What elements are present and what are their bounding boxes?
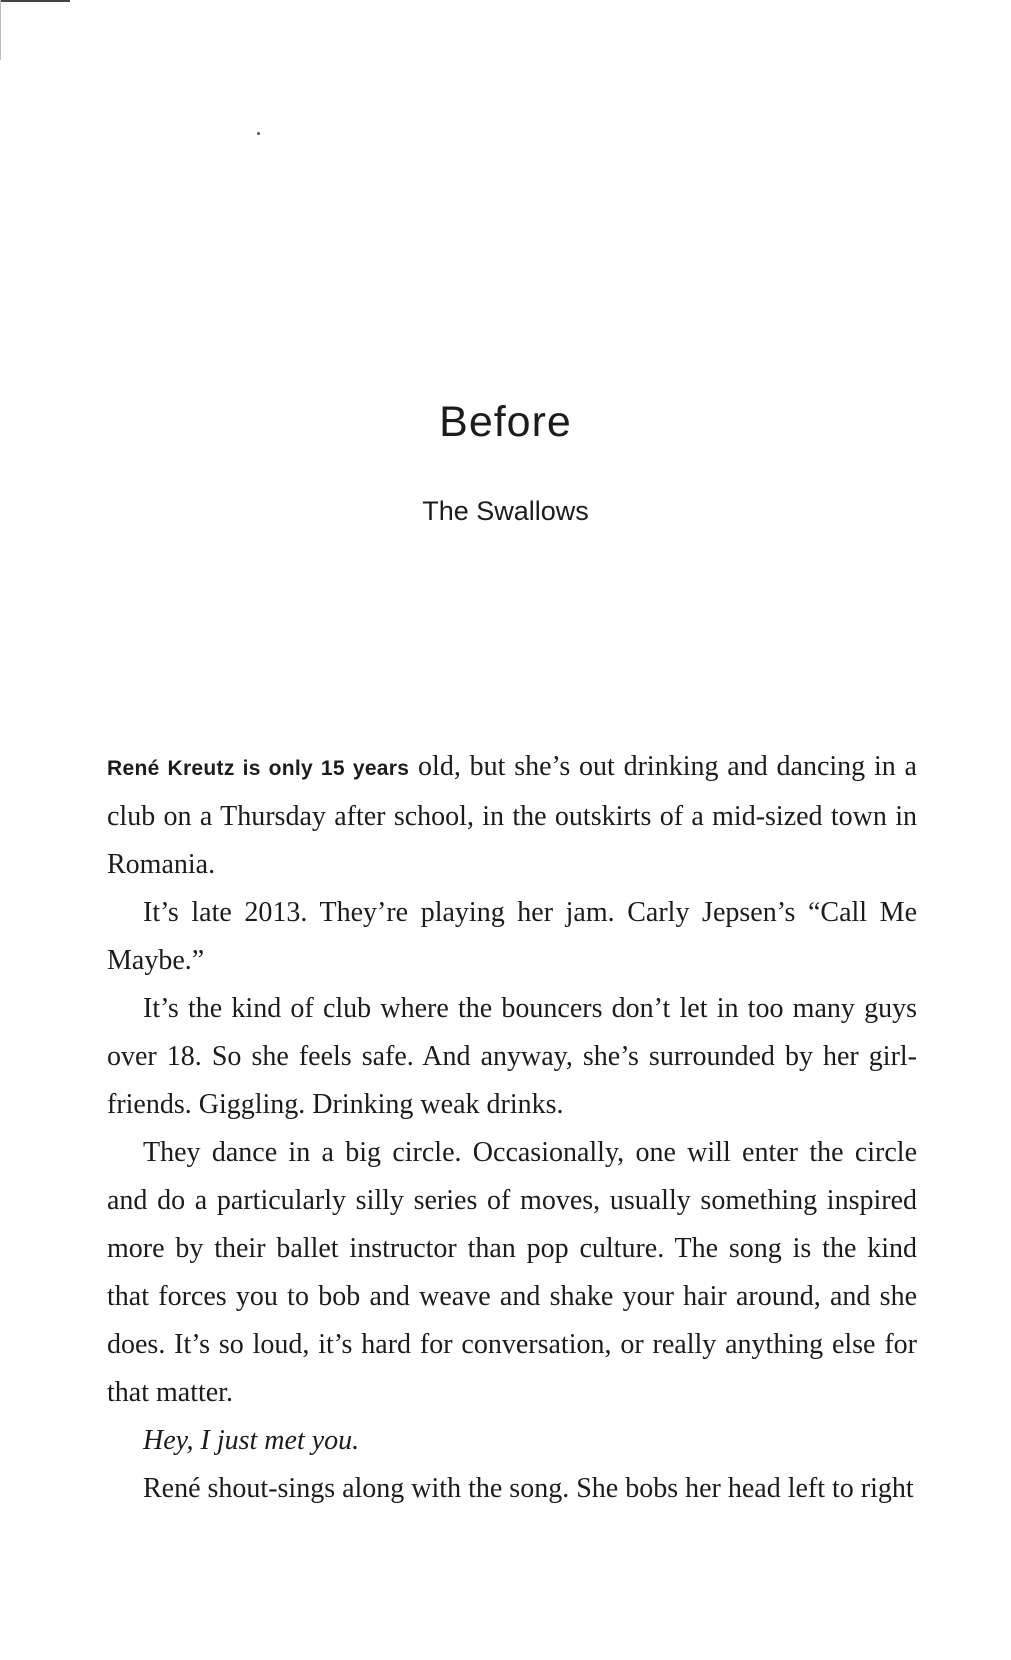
song-lyric: Hey, I just met you.	[143, 1425, 360, 1456]
paragraph-4: They dance in a big circle. Occasionally, one will enter the circle and do a particularly silly series of moves, usually something inspired more by their ballet instructor than pop culture. The song is the kind that forces you to bob and weave and shake your hair around, and she does. It’s so loud, it’s hard for conversation, or really anything else for that matter.	[107, 1137, 917, 1408]
page-edge-left	[0, 0, 1, 60]
paragraph-3: It’s the kind of club where the bouncers don’t let in too many guys over 18. So she feels safe. And anyway, she’s surrounded by her girlfriends. Giggling. Drinking weak drinks.	[107, 993, 917, 1120]
paragraph-2: It’s late 2013. They’re playing her jam. Carly Jepsen’s “Call Me Maybe.”	[107, 897, 917, 976]
chapter-subtitle: The Swallows	[422, 496, 589, 526]
paragraph-1	[107, 743, 917, 889]
page-edge-line	[0, 0, 70, 2]
paragraph-6: René shout-sings along with the song. She bobs her head left to right	[143, 1473, 914, 1504]
lead-in-text: René Kreutz is only 15 years	[107, 757, 410, 780]
body-text	[107, 743, 917, 1513]
chapter-title: Before	[439, 398, 572, 446]
paragraph-text: old, but she’s out drinking and dancing in a club on a Thursday after school, in the outskirts of a mid-sized town in Romania.	[107, 751, 917, 880]
page-speck	[257, 132, 260, 135]
